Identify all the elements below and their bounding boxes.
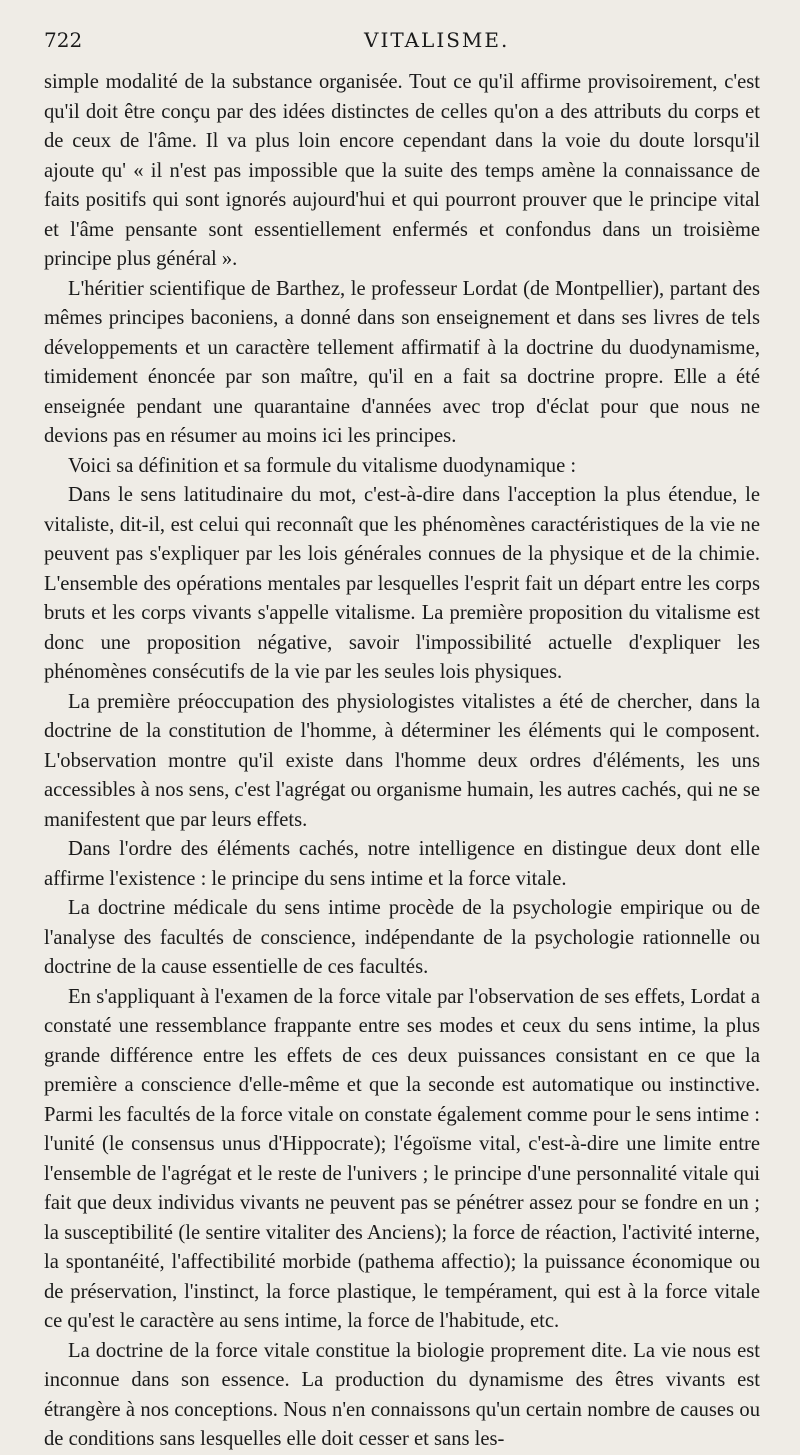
running-title: VITALISME. <box>364 28 510 52</box>
paragraph: En s'appliquant à l'examen de la force vitale par l'observation de ses effets, Lordat a constaté une ressemblance frappante entre ses modes et ceux du sens intime, la plus grande différence entre les effets de ces deux puissances consistant en ce que la première a conscience d'elle-même et que la seconde est automatique ou instinctive. Parmi les facultés de la force vitale on constate également comme pour le sens intime : l'unité (le consensus unus d'Hippocrate); l'égoïsme vital, c'est-à-dire une limite entre l'ensemble de l'agrégat et le reste de l'univers ; le principe d'une personnalité vitale qui fait que deux individus vivants ne peuvent pas se pénétrer assez pour se fondre en un ; la susceptibilité (le sentire vitaliter des Anciens); la force de réaction, l'activité interne, la spontanéité, l'affectibilité morbide (pathema affectio); la puissance économique ou de préservation, l'instinct, la force plastique, le tempérament, qui est à la force vitale ce qu'est le caractère au sens intime, la force de l'habitude, etc. <box>44 985 760 1332</box>
paragraph: Dans l'ordre des éléments cachés, notre intelligence en distingue deux dont elle affirme l'existence : le principe du sens intime et la force vitale. <box>44 838 760 890</box>
page-number: 722 <box>44 28 83 52</box>
paragraph: simple modalité de la substance organisée. Tout ce qu'il affirme provisoirement, c'est qu'il doit être conçu par des idées distinctes de celles qu'on a des attributs du corps et de ceux de l'âme. Il va plus loin encore cependant dans la voie du doute lorsqu'il ajoute qu' « il n'est pas impossible que la suite des temps amène la connaissance de faits positifs qui sont ignorés aujourd'hui et qui pourront prouver que le principe vital et l'âme pensante sont essentiellement enfermés et confondus dans un troisième principe plus général ». <box>44 71 760 270</box>
page-header <box>44 28 760 64</box>
paragraph: La première préoccupation des physiologistes vitalistes a été de chercher, dans la doctrine de la constitution de l'homme, à déterminer les éléments qui le composent. L'observation montre qu'il existe dans l'homme deux ordres d'éléments, les uns accessibles à nos sens, c'est l'agrégat ou organisme humain, les autres cachés, qui ne se manifestent que par leurs effets. <box>44 690 760 831</box>
paragraph: La doctrine de la force vitale constitue la biologie proprement dite. La vie nous est inconnue dans son essence. La production du dynamisme des êtres vivants est étrangère à nos conceptions. Nous n'en connaissons qu'un certain nombre de causes ou de conditions sans lesquelles elle doit cesser et sans les- <box>44 1339 760 1450</box>
paragraph: La doctrine médicale du sens intime procède de la psychologie empirique ou de l'analyse des facultés de conscience, indépendante de la psychologie rationnelle ou doctrine de la cause essentielle de ces facultés. <box>44 897 760 978</box>
paragraph: L'héritier scientifique de Barthez, le professeur Lordat (de Montpellier), partant des mêmes principes baconiens, a donné dans son enseignement et dans ses livres de tels développements et un caractère tellement affirmatif à la doctrine du duodynamisme, timidement énoncée par son maître, qu'il en a fait sa doctrine propre. Elle a été enseignée pendant une quarantaine d'années avec trop d'éclat pour que nous ne devions pas en résumer au moins ici les principes. <box>44 277 760 447</box>
paragraph: Voici sa définition et sa formule du vitalisme duodynamique : <box>68 454 577 477</box>
body-text <box>44 68 760 1455</box>
paragraph: Dans le sens latitudinaire du mot, c'est-à-dire dans l'acception la plus étendue, le vitaliste, dit-il, est celui qui reconnaît que les phénomènes caractéristiques de la vie ne peuvent pas s'expliquer par les lois générales connues de la physique et de la chimie. L'ensemble des opérations mentales par lesquelles l'esprit fait un départ entre les corps bruts et les corps vivants s'appelle vitalisme. La première proposition du vitalisme est donc une proposition négative, savoir l'impossibilité actuelle d'expliquer les phénomènes consécutifs de la vie par les seules lois physiques. <box>44 484 760 683</box>
